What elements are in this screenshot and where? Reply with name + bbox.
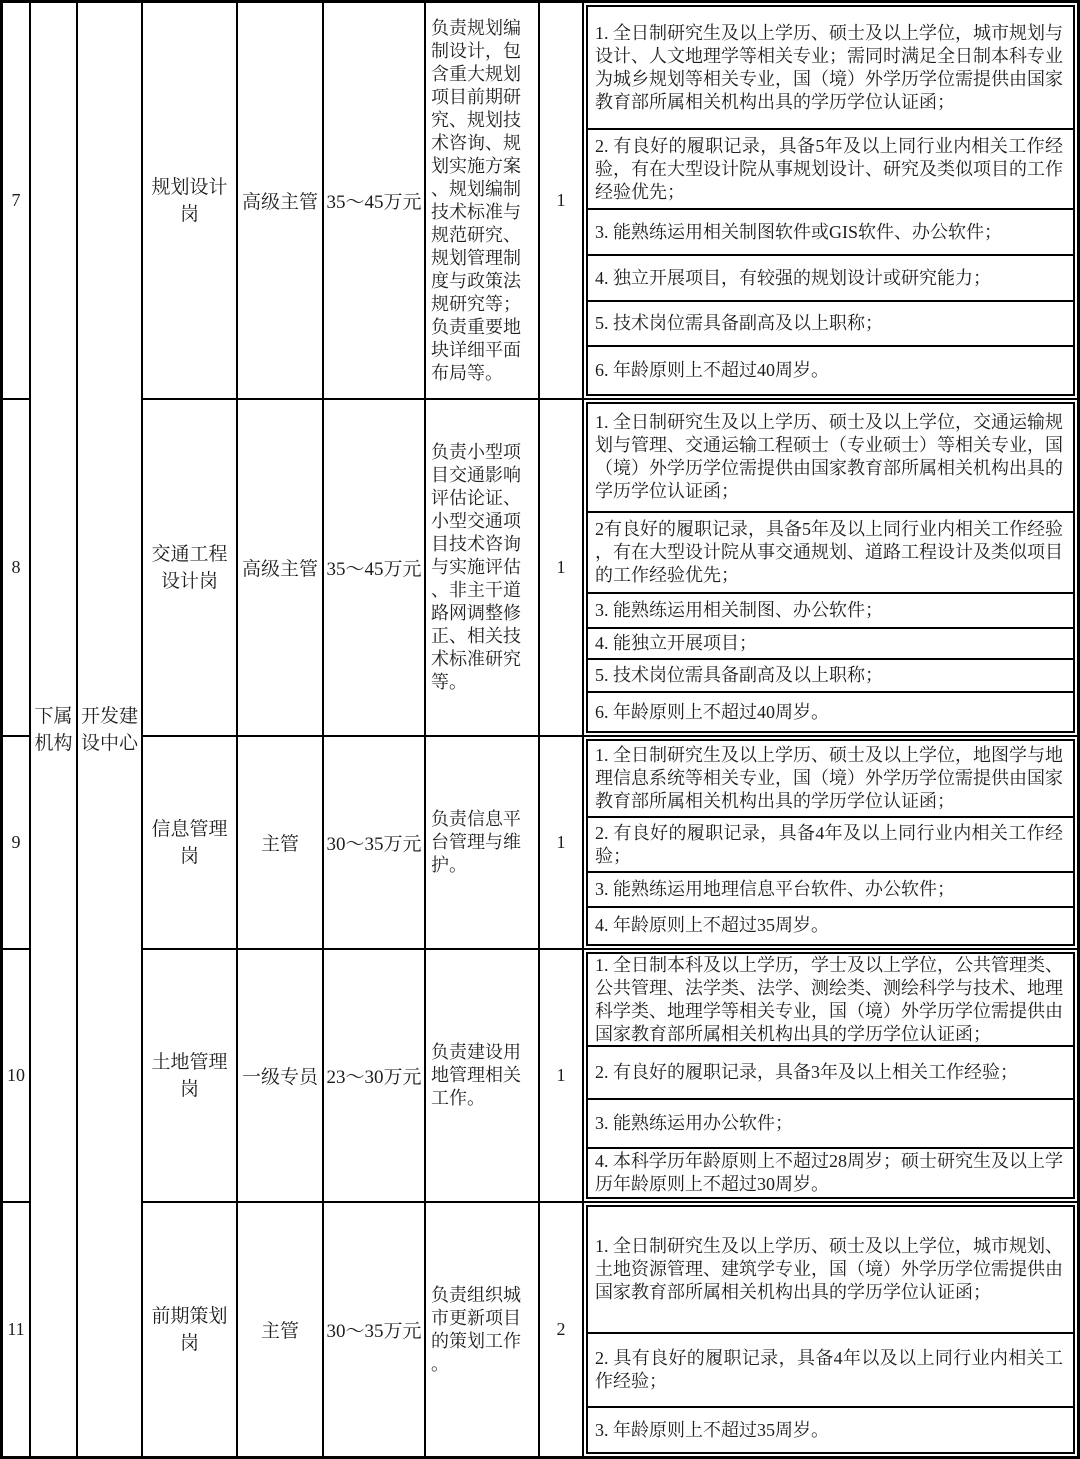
requirements-box (586, 739, 1075, 946)
job-level: 主管 (260, 834, 299, 855)
requirement-text: 2有良好的履职记录，具备5年及以上同行业内相关工作经验，有在大型设计院从事交通规划、道路工程设计及类似项目的工作经验优先； (595, 518, 1063, 585)
duty-cell (426, 1203, 540, 1456)
salary-value: 23～30万元 (326, 1067, 422, 1088)
job-title: 交通工程设计岗 (151, 543, 228, 592)
headcount: 1 (556, 190, 566, 210)
requirement-text: 1. 全日制研究生及以上学历、硕士及以上学位，地图学与地理信息系统等相关专业，国（境）外学历学位需提供由国家教育部所属相关机构出具的学历学位认证函； (595, 745, 1063, 812)
job-level: 高级主管 (241, 559, 318, 580)
requirement-text: 3. 年龄原则上不超过35周岁。 (595, 1419, 829, 1440)
requirement-text: 1. 全日制研究生及以上学历、硕士及以上学位，城市规划、土地资源管理、建筑学专业，国（境）外学历学位需提供由国家教育部所属相关机构出具的学历学位认证函； (595, 1236, 1063, 1303)
org-center-cell (78, 3, 143, 1456)
job-title: 土地管理岗 (151, 1051, 228, 1100)
salary-value: 30～35万元 (326, 1321, 422, 1342)
duty-text: 负责组织城市更新项目的策划工作。 (431, 1284, 521, 1374)
requirement-text: 3. 能熟练运用地理信息平台软件、办公软件； (595, 878, 955, 899)
requirement-item (588, 660, 1073, 693)
duty-cell (426, 737, 540, 950)
requirement-item (588, 513, 1073, 595)
requirement-item (588, 210, 1073, 256)
job-title-cell (143, 737, 238, 950)
requirement-item (588, 302, 1073, 347)
requirement-item (588, 404, 1073, 513)
requirement-item (588, 741, 1073, 818)
requirement-text: 2. 有良好的履职记录，具备5年及以上同行业内相关工作经验，有在大型设计院从事规划设计、研究及类似项目的工作经验优先； (595, 135, 1063, 202)
headcount: 2 (556, 1319, 566, 1339)
requirement-item (588, 693, 1073, 731)
requirements-box (586, 1205, 1075, 1454)
requirement-item (588, 1100, 1073, 1150)
requirement-item (588, 594, 1073, 629)
duty-text: 负责建设用地管理相关工作。 (431, 1042, 521, 1108)
requirements-cell (584, 950, 1077, 1203)
headcount-cell (540, 1203, 584, 1456)
job-level-cell (238, 400, 324, 737)
row-number: 7 (11, 190, 21, 210)
requirements-cell (584, 3, 1077, 400)
salary-cell (324, 400, 426, 737)
requirement-text: 2. 有良好的履职记录，具备3年及以上相关工作经验； (595, 1062, 1018, 1082)
salary-value: 35～45万元 (326, 559, 422, 580)
row-number-cell (3, 950, 31, 1203)
requirement-text: 3. 能熟练运用相关制图软件或GIS软件、办公软件； (595, 221, 1003, 242)
job-title-cell (143, 3, 238, 400)
row-number: 9 (11, 832, 21, 852)
job-level-cell (238, 3, 324, 400)
requirement-item (588, 347, 1073, 394)
row-number-cell (3, 400, 31, 737)
requirement-text: 2. 有良好的履职记录，具备4年及以上同行业内相关工作经验； (595, 822, 1063, 866)
requirement-text: 4. 独立开展项目，有较强的规划设计或研究能力； (595, 267, 991, 288)
requirements-box (586, 952, 1075, 1199)
headcount-cell (540, 950, 584, 1203)
salary-cell (324, 737, 426, 950)
duty-text: 负责信息平台管理与维护。 (431, 809, 521, 875)
requirement-item (588, 7, 1073, 130)
org-center-label: 开发建设中心 (81, 705, 139, 754)
requirement-text: 3. 能熟练运用相关制图、办公软件； (595, 600, 883, 621)
requirement-item (588, 1149, 1073, 1197)
requirements-box (586, 402, 1075, 733)
requirement-text: 1. 全日制研究生及以上学历、硕士及以上学位，交通运输规划与管理、交通运输工程硕士（专业硕士）等相关专业，国（境）外学历学位需提供由国家教育部所属相关机构出具的学历学位认证函； (595, 412, 1063, 502)
requirement-text: 5. 技术岗位需具备副高及以上职称； (595, 665, 883, 686)
row-number-cell (3, 3, 31, 400)
job-title: 规划设计岗 (151, 176, 228, 225)
job-title: 信息管理岗 (151, 818, 228, 867)
headcount-cell (540, 737, 584, 950)
requirements-cell (584, 1203, 1077, 1456)
job-title-cell (143, 950, 238, 1203)
requirement-text: 5. 技术岗位需具备副高及以上职称； (595, 313, 883, 334)
job-level-cell (238, 950, 324, 1203)
row-number: 11 (7, 1319, 25, 1339)
job-title: 前期策划岗 (151, 1305, 228, 1354)
headcount: 1 (556, 832, 566, 852)
row-number: 10 (7, 1065, 25, 1085)
requirement-item (588, 130, 1073, 210)
requirement-item (588, 1047, 1073, 1099)
requirement-text: 6. 年龄原则上不超过40周岁。 (595, 701, 829, 722)
salary-cell (324, 1203, 426, 1456)
org-group-cell (31, 3, 78, 1456)
requirement-item (588, 629, 1073, 660)
requirements-cell (584, 400, 1077, 737)
headcount: 1 (556, 1065, 566, 1085)
duty-cell (426, 950, 540, 1203)
duty-cell (426, 3, 540, 400)
salary-cell (324, 950, 426, 1203)
salary-value: 35～45万元 (326, 192, 422, 213)
requirement-text: 1. 全日制本科及以上学历，学士及以上学位，公共管理类、公共管理、法学类、法学、测绘类、测绘科学与技术、地理科学类、地理学等相关专业，国（境）外学历学位需提供由国家教育部所属相关机构出具的学历学位认证函； (595, 954, 1063, 1044)
job-level-cell (238, 737, 324, 950)
requirements-cell (584, 737, 1077, 950)
requirement-text: 3. 能熟练运用办公软件； (595, 1112, 793, 1133)
requirement-item (588, 873, 1073, 908)
job-level-cell (238, 1203, 324, 1456)
requirement-text: 4. 本科学历年龄原则上不超过28周岁；硕士研究生及以上学历年龄原则上不超过30周岁。 (595, 1151, 1063, 1195)
requirement-item (588, 818, 1073, 872)
requirement-text: 2. 具有良好的履职记录，具备4年以及以上同行业内相关工作经验； (595, 1348, 1063, 1392)
salary-value: 30～35万元 (326, 834, 422, 855)
requirement-item (588, 256, 1073, 302)
requirement-text: 1. 全日制研究生及以上学历、硕士及以上学位，城市规划与设计、人文地理学等相关专业；需同时满足全日制本科专业为城乡规划等相关专业，国（境）外学历学位需提供由国家教育部所属相关机构出具的学历学位认证函； (595, 22, 1063, 112)
duty-text: 负责规划编制设计，包含重大规划项目前期研究、规划技术咨询、规划实施方案、规划编制技术标准与规范研究、规划管理制度与政策法规研究等；负责重要地块详细平面布局等。 (431, 17, 521, 383)
salary-cell (324, 3, 426, 400)
row-number-cell (3, 737, 31, 950)
job-level: 主管 (260, 1321, 299, 1342)
row-number: 8 (11, 557, 21, 577)
requirement-item (588, 908, 1073, 944)
requirement-item (588, 1334, 1073, 1408)
requirement-text: 6. 年龄原则上不超过40周岁。 (595, 360, 829, 381)
duty-cell (426, 400, 540, 737)
duty-text: 负责小型项目交通影响评估论证、小型交通项目技术咨询与实施评估、非主干道路网调整修正、相关技术标准研究等。 (431, 442, 521, 692)
requirement-text: 4. 能独立开展项目； (595, 633, 757, 654)
headcount-cell (540, 400, 584, 737)
requirement-item (588, 954, 1073, 1047)
org-group-label: 下属机构 (34, 705, 73, 754)
requirement-item (588, 1207, 1073, 1334)
requirements-box (586, 5, 1075, 396)
job-level: 高级主管 (241, 192, 318, 213)
job-title-cell (143, 1203, 238, 1456)
job-level: 一级专员 (241, 1067, 318, 1088)
requirement-text: 4. 年龄原则上不超过35周岁。 (595, 915, 829, 936)
headcount-cell (540, 3, 584, 400)
headcount: 1 (556, 557, 566, 577)
row-number-cell (3, 1203, 31, 1456)
job-title-cell (143, 400, 238, 737)
requirement-item (588, 1408, 1073, 1452)
